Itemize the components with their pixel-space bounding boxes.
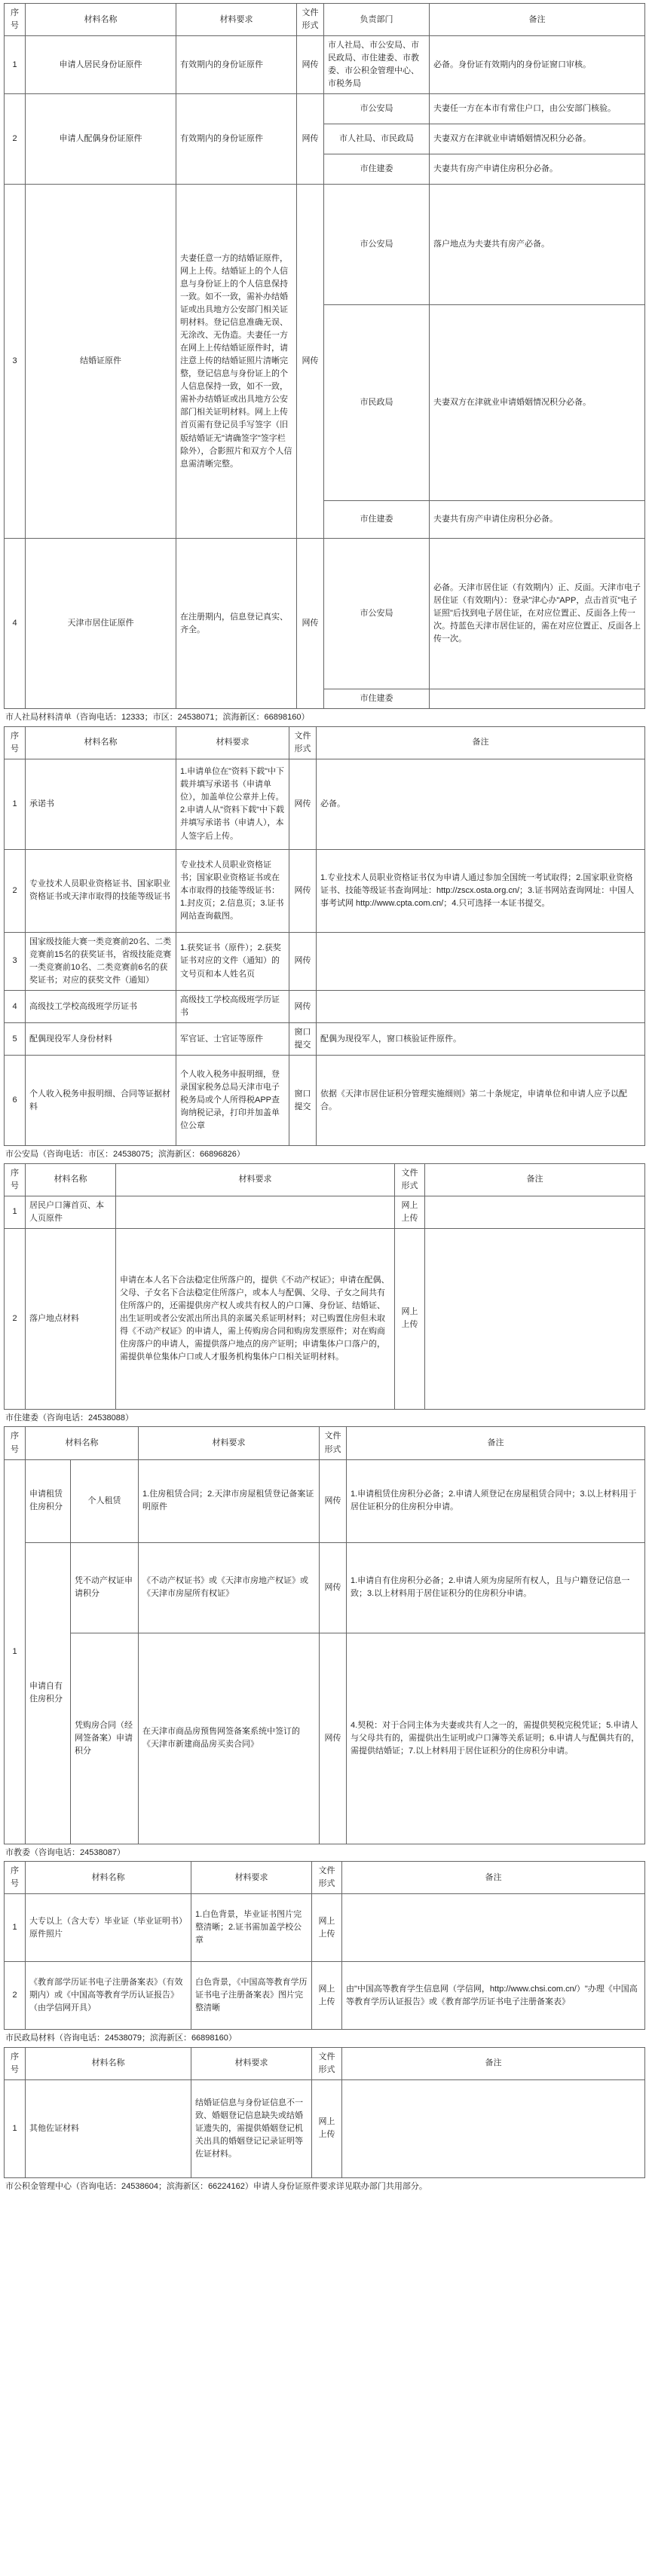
- table-row: 4 天津市居住证原件 在注册期内，信息登记真实、齐全。 网传 市公安局 必备。天津市居住证（有效期内）正、反面。天津市电子居住证（有效期内）：登录"津心办"APP，点击首页"电子证照"后找到电子居住证，在对应位置正、反面各上传一次。持蓝色天津市居住证的，需在对应位置正、反面各上传一次。: [5, 539, 645, 689]
- table-row: 市住建委 夫妻共有房产申请住房积分必备。: [5, 154, 645, 185]
- table-row: 1 其他佐证材料 结婚证信息与身份证信息不一致、婚姻登记信息缺失或结婚证遗失的，需提供婚姻登记机关出具的婚姻登记记录证明等佐证材料。 网上上传: [5, 2079, 645, 2177]
- table-row: 1 承诺书 1.申请单位在"资料下载"中下载并填写承诺书（申请单位），加盖单位公章并上传。2.申请人从"资料下载"中下载并填写承诺书（申请人），本人签字后上传。 网传 必备。: [5, 759, 645, 849]
- section-title-gongan: 市公安局（咨询电话：市区：24538075；滨海新区：66896826）: [5, 1150, 245, 1160]
- table-minzheng: [4, 2047, 645, 2178]
- document: [4, 3, 645, 2195]
- table-jiaowei: [4, 1861, 645, 2030]
- table-zhujian: [4, 1426, 645, 1844]
- section-title-minzheng: 市民政局材料（咨询电话：24538079；滨海新区：66898160）: [5, 2034, 237, 2043]
- table-header: 序号 材料名称 材料要求 文件形式 备注: [5, 1427, 645, 1459]
- table-header: 序号 材料名称 材料要求 文件形式 备注: [5, 1862, 645, 1894]
- table-row: 1 大专以上（含大专）毕业证（毕业证明书）原件照片 1.白色背景，毕业证书图片完整清晰；2.证书需加盖学校公章 网上上传: [5, 1894, 645, 1962]
- table-header: 序号 材料名称 材料要求 文件形式 备注: [5, 726, 645, 759]
- table-row: 市住建委: [5, 689, 645, 709]
- table-header: [5, 4, 645, 36]
- table-row: 2 申请人配偶身份证原件 有效期内的身份证原件 网传 市公安局 夫妻任一方在本市有常住户口，由公安部门核验。: [5, 94, 645, 124]
- header-note: 备注: [430, 4, 645, 36]
- table-renshe: [4, 726, 645, 1146]
- header-req: 材料要求: [176, 4, 297, 36]
- header-no: 序号: [5, 4, 26, 36]
- table-row: 1 居民户口簿首页、本人页原件 网上上传: [5, 1196, 645, 1228]
- table-row: 1 申请人居民身份证原件 有效期内的身份证原件 网传 市人社局、市公安局、市民政局、市住建委、市教委、市公积金管理中心、市税务局 必备。身份证有效期内的身份证窗口审核。: [5, 36, 645, 94]
- section-title-renshe: 市人社局材料清单（咨询电话：12333；市区：24538071；滨海新区：66898160）: [5, 713, 310, 723]
- table-gongan: [4, 1163, 645, 1410]
- table-row: 2 落户地点材料 申请在本人名下合法稳定住所落户的，提供《不动产权证》；申请在配偶、父母、子女名下合法稳定住所落户，或本人与配偶、父母、子女之间共有住所落户的，还需提供房产权人或共有权人的户口簿、身份证、结婚证、出生证明或者公安派出所出具的亲属关系证明材料；对已购置住房但未取得《不动产权证》的申请人，需上传购房合同和购房发票原件；对在购商住房落户的申请人，需提供落户地点的房产证明；申请集体户口落户的，需提供单位集体户口或人才服务机构集体户口相关证明材料。 网上上传: [5, 1228, 645, 1409]
- table-row: 4 高级技工学校高级班学历证书 高级技工学校高级班学历证书 网传: [5, 991, 645, 1023]
- table-row: 市住建委 夫妻共有房产申请住房积分必备。: [5, 501, 645, 539]
- section-title-jiaowei: 市教委（咨询电话：24538087）: [5, 1847, 125, 1857]
- table-row: 3 国家级技能大赛一类竞赛前20名、二类竞赛前15名的获奖证书，省级技能竞赛一类竞赛前10名、二类竞赛前6名的获奖证书；对应的获奖文件（通知） 1.获奖证书（原件）；2.获奖证书对应的文件（通知）的文号页和本人姓名页 网传: [5, 932, 645, 990]
- table-row: 2 《教育部学历证书电子注册备案表》（有效期内）或《中国高等教育学历认证报告》（由学信网开具） 白色背景，《中国高等教育学历证书电子注册备案表》图片完整清晰 网上上传 由"中国高等教育学生信息网（学信网，http://www.chsi.com.cn/）"办理《中国高等教育学历认证报告》或《教育部学历证书电子注册备案表》: [5, 1962, 645, 2030]
- table-header: 序号 材料名称 材料要求 文件形式 备注: [5, 1163, 645, 1196]
- header-name: 材料名称: [26, 4, 176, 36]
- table-general-materials: [4, 3, 645, 709]
- section-title-zhujian: 市住建委（咨询电话：24538088）: [5, 1413, 133, 1422]
- table-row: 5 配偶现役军人身份材料 军官证、士官证等原件 窗口提交 配偶为现役军人，窗口核验证件原件。: [5, 1023, 645, 1056]
- table-row: 2 专业技术人员职业资格证书、国家职业资格证书或天津市取得的技能等级证书 专业技术人员职业资格证书；国家职业资格证书或在本市取得的技能等级证书：1.封皮页；2.信息页；3.证书网站查询截图。 网传 1.专业技术人员职业资格证书仅为申请人通过参加全国统一考试取得；2.国家职业资格证书、技能等级证书查询网址：http://zscx.osta.org.cn/；3.证书网站查询网址：中国人事考试网 http://www.cpta.com.cn/；4.只可选择一本证书提交。: [5, 849, 645, 932]
- table-row: 申请自有住房积分 凭不动产权证申请积分 《不动产权证书》或《天津市房地产权证》或《天津市房屋所有权证》 网传 1.申请自有住房积分必备；2.申请人须为房屋所有权人，且与户籍登记信息一致；3.以上材料用于居住证积分的住房积分申请。: [5, 1542, 645, 1633]
- table-row: 凭购房合同（经网签备案）申请积分 在天津市商品房预售网签备案系统中签订的《天津市新建商品房买卖合同》 网传 4.契税：对于合同主体为夫妻或共有人之一的，需提供契税完税凭证；5.申请人与父母共有的，需提供出生证明或户口簿等关系证明；6.申请人与配偶共有的，需提供结婚证；7.以上材料用于居住证积分的住房积分申请。: [5, 1633, 645, 1844]
- table-row: 6 个人收入税务申报明细、合同等证据材料 个人收入税务申报明细，登录国家税务总局天津市电子税务局或个人所得税APP查询纳税记录，打印并加盖单位公章 窗口提交 依据《天津市居住证积分管理实施细则》第二十条规定，申请单位和申请人应予以配合。: [5, 1056, 645, 1146]
- table-row: 1 申请租赁住房积分 个人租赁 1.住房租赁合同；2.天津市房屋租赁登记备案证明原件 网传 1.申请租赁住房积分必备；2.申请人须登记在房屋租赁合同中；3.以上材料用于居住证积分的住房积分申请。: [5, 1459, 645, 1542]
- table-row: 3 结婚证原件 夫妻任意一方的结婚证原件，网上上传。结婚证上的个人信息与身份证上的个人信息保持一致。如不一致，需补办结婚证或出具地方公安部门相关证明材料。登记信息准确无误、无涂改、无伪造。夫妻任一方在网上上传结婚证原件时，请注意上传的结婚证照片清晰完整，登记信息与身份证上的个人信息保持一致，如不一致，需补办结婚证或出具地方公安部门相关证明材料。网上上传首页需有登记员手写签字（旧版结婚证无"请确签字"签字栏除外），合影照片和双方个人信息需清晰完整。 网传 市公安局 落户地点为夫妻共有房产必备。: [5, 185, 645, 305]
- header-dept: 负责部门: [324, 4, 430, 36]
- table-header: 序号 材料名称 材料要求 文件形式 备注: [5, 2047, 645, 2079]
- section-title-gongjijin: 市公积金管理中心（咨询电话：24538604；滨海新区：66224162）申请人身份证原件要求详见联办部门共用部分。: [5, 2181, 427, 2191]
- header-form: 文件形式: [297, 4, 324, 36]
- table-row: 市民政局 夫妻双方在津就业申请婚姻情况积分必备。: [5, 305, 645, 501]
- table-row: 市人社局、市民政局 夫妻双方在津就业申请婚姻情况积分必备。: [5, 124, 645, 154]
